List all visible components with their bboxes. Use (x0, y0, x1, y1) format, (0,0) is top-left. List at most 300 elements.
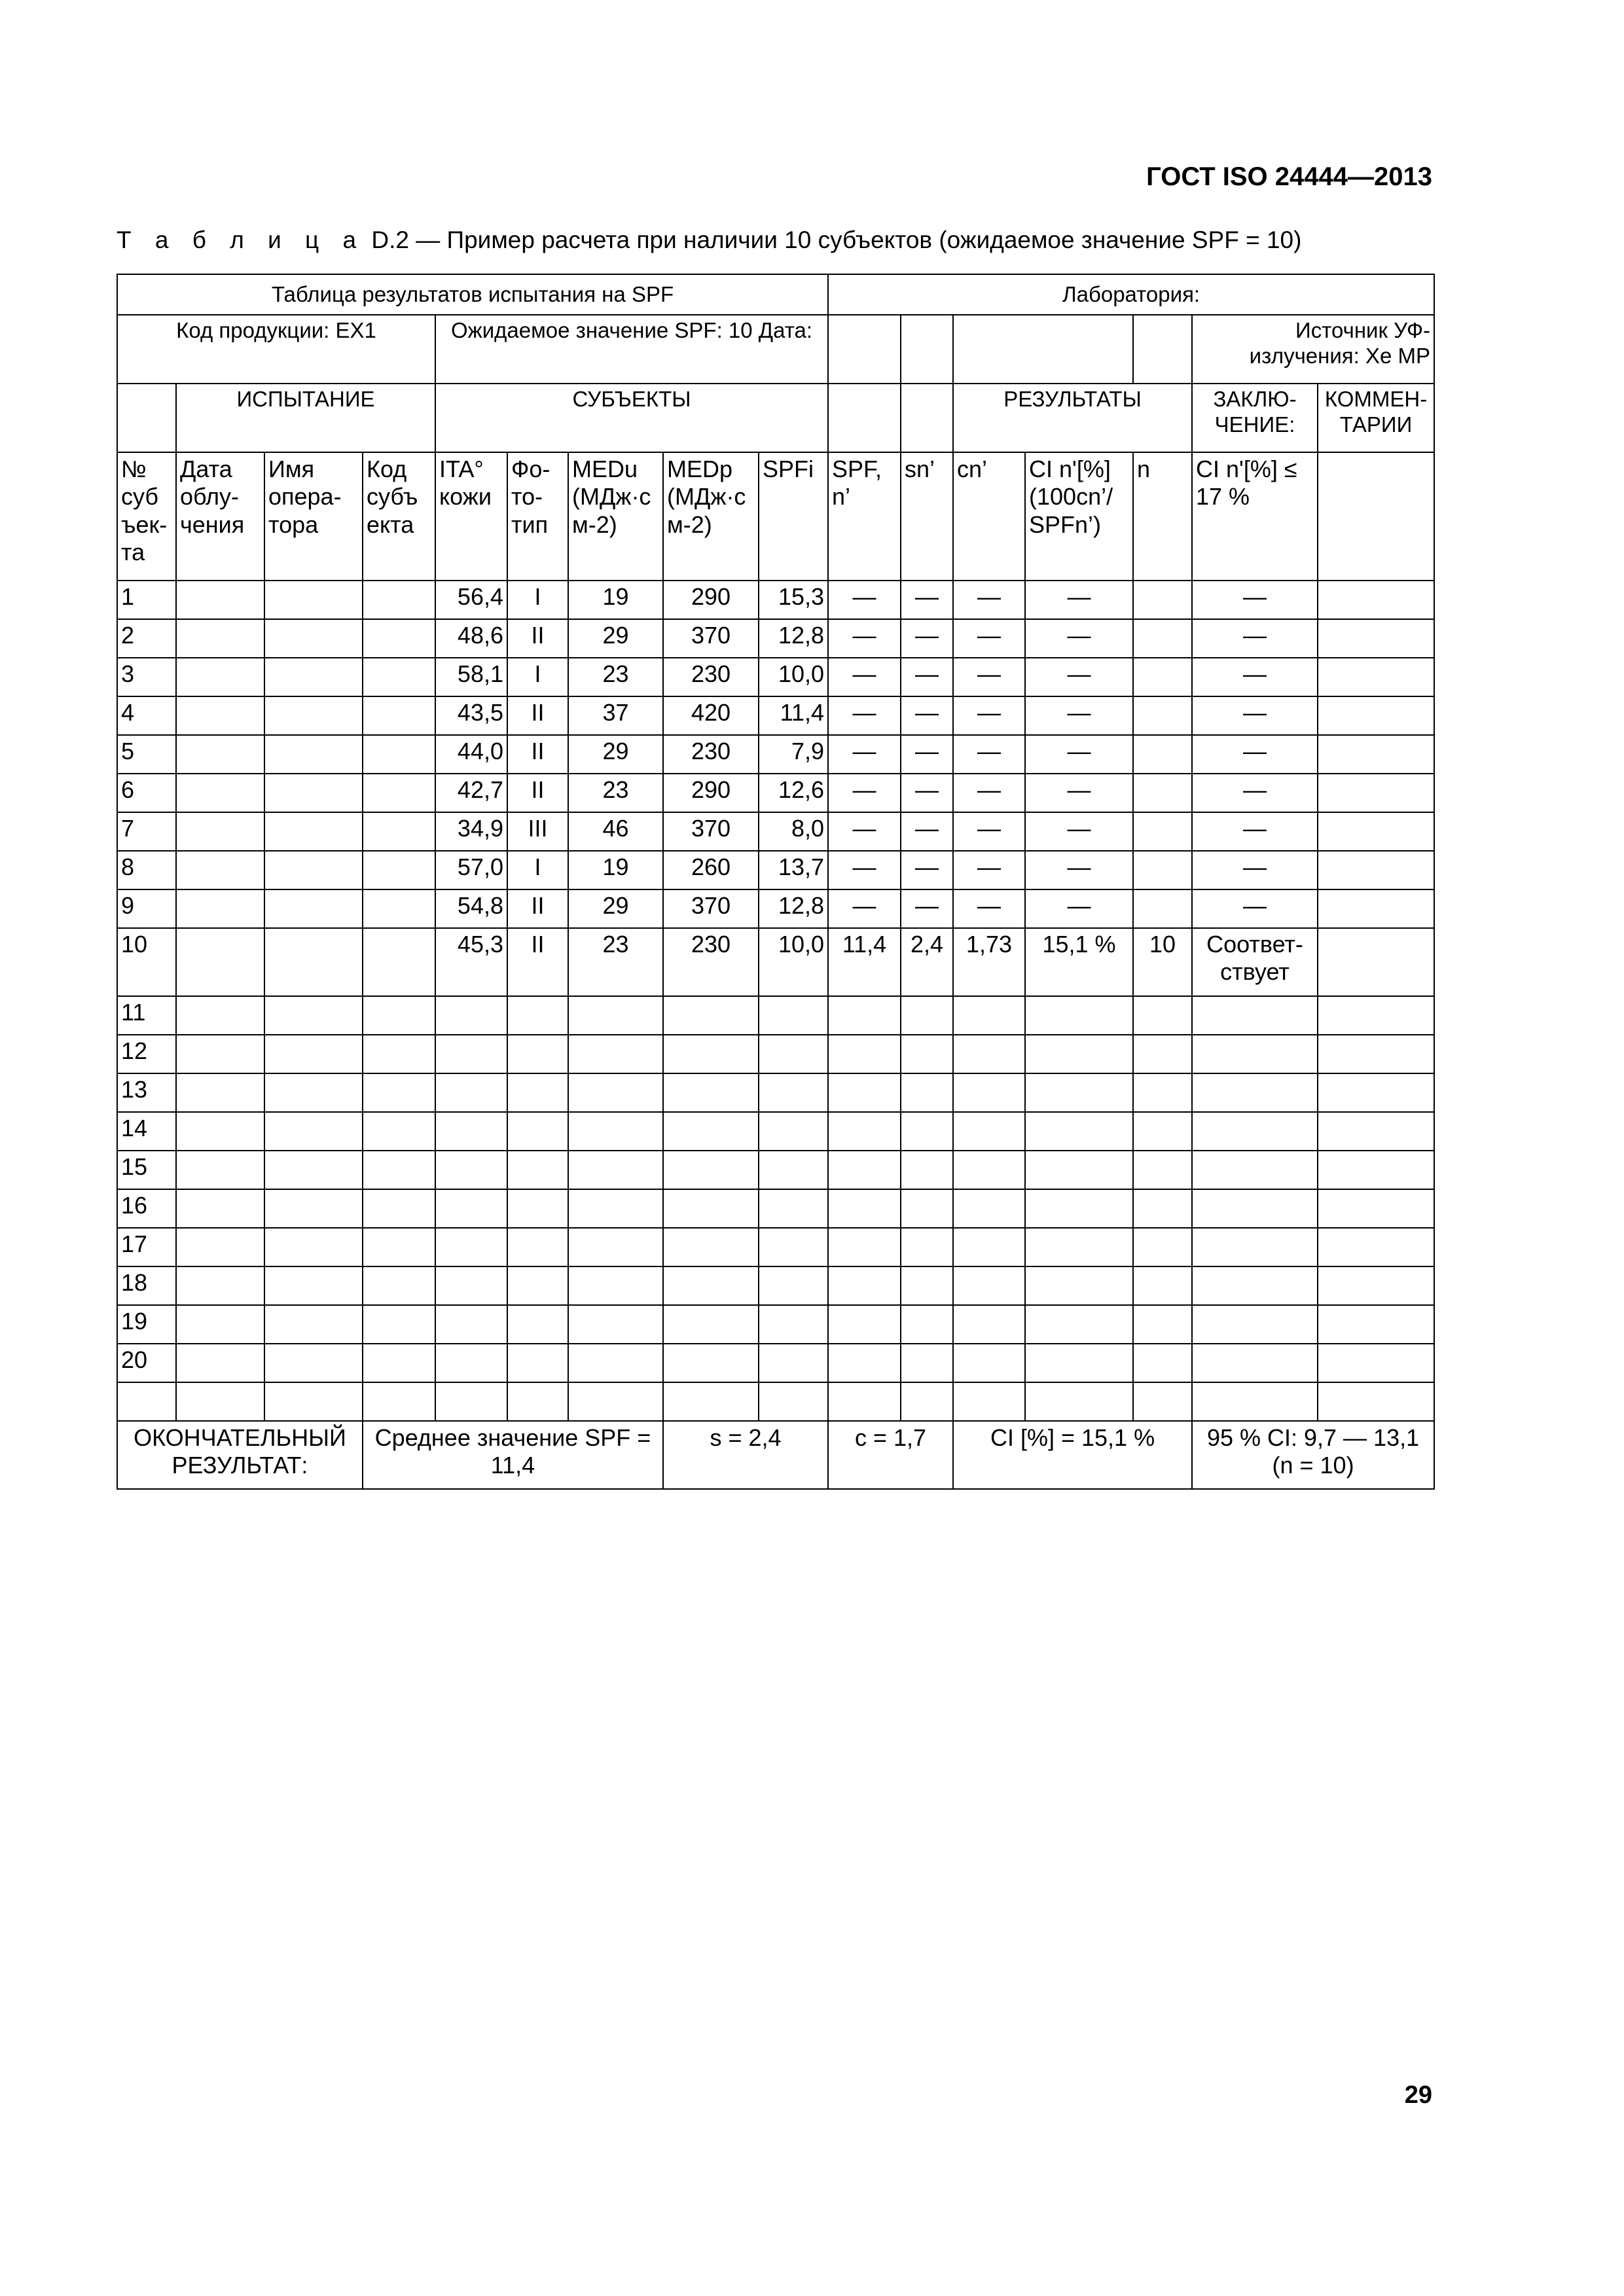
table-cell: — (828, 619, 901, 658)
table-cell (901, 1228, 953, 1266)
table-cell (828, 1344, 901, 1382)
table-cell (264, 619, 363, 658)
table-cell (953, 1035, 1025, 1073)
table-row (117, 1266, 1434, 1305)
table-cell: 15 (117, 1151, 176, 1189)
table-cell (828, 1035, 901, 1073)
table-cell (264, 581, 363, 619)
table-cell (507, 1344, 568, 1382)
spf-results-table (117, 274, 1435, 1490)
table-cell (176, 1189, 264, 1228)
table-cell (264, 1035, 363, 1073)
table-cell: — (953, 696, 1025, 735)
table-cell: 2,4 (901, 928, 953, 996)
table-cell: — (1025, 851, 1133, 889)
section-test: ИСПЫТАНИЕ (176, 384, 435, 452)
table-cell: 57,0 (435, 851, 507, 889)
table-cell (1025, 1228, 1133, 1266)
table-cell (176, 1112, 264, 1151)
table-cell (1192, 1305, 1318, 1344)
table-cell (759, 1112, 828, 1151)
table-cell (1025, 1073, 1133, 1112)
column-header: MEDp (МДж·с м-2) (663, 452, 759, 581)
table-cell (363, 996, 435, 1035)
table-cell: 56,4 (435, 581, 507, 619)
table-cell: — (901, 619, 953, 658)
table-cell: 9 (117, 889, 176, 928)
table-cell (363, 735, 435, 774)
table-cell (264, 889, 363, 928)
table-cell (1025, 1382, 1133, 1421)
table-row (117, 735, 1434, 774)
table-cell (568, 1344, 663, 1382)
table-cell (363, 581, 435, 619)
table-cell: II (507, 619, 568, 658)
table-cell: 370 (663, 619, 759, 658)
table-cell (1133, 1112, 1192, 1151)
table-cell (264, 1266, 363, 1305)
table-cell: — (901, 774, 953, 812)
table-cell (663, 1305, 759, 1344)
table-cell: II (507, 928, 568, 996)
table-cell (901, 1189, 953, 1228)
table-cell: 58,1 (435, 658, 507, 696)
table-cell: 12,6 (759, 774, 828, 812)
column-header: cn’ (953, 452, 1025, 581)
table-row (117, 581, 1434, 619)
table-cell: II (507, 889, 568, 928)
table-cell (1318, 1266, 1434, 1305)
caption-prefix: Т а б л и ц а (117, 226, 365, 253)
table-cell: — (901, 696, 953, 735)
table-cell: 8,0 (759, 812, 828, 851)
table-cell (1318, 812, 1434, 851)
table-cell (663, 1344, 759, 1382)
table-cell (435, 1112, 507, 1151)
table-cell: — (901, 581, 953, 619)
table-cell (1133, 1151, 1192, 1189)
column-header: ITA° кожи (435, 452, 507, 581)
table-cell: — (1025, 735, 1133, 774)
table-cell (1192, 1382, 1318, 1421)
table-cell (176, 1073, 264, 1112)
table-cell (176, 996, 264, 1035)
table-cell (1318, 1189, 1434, 1228)
column-header: sn’ (901, 452, 953, 581)
table-cell (363, 1228, 435, 1266)
table-cell (363, 774, 435, 812)
table-cell (1025, 1035, 1133, 1073)
table-cell (759, 1151, 828, 1189)
table-cell: — (1192, 581, 1318, 619)
table-cell: 420 (663, 696, 759, 735)
table-cell (507, 1189, 568, 1228)
table-cell (264, 1112, 363, 1151)
column-header: MEDu (МДж·с м-2) (568, 452, 663, 581)
table-cell (435, 1228, 507, 1266)
table-cell: 17 (117, 1228, 176, 1266)
table-cell: — (1025, 812, 1133, 851)
table-cell: 7 (117, 812, 176, 851)
table-cell: — (1192, 619, 1318, 658)
empty-cell (953, 315, 1133, 384)
table-cell (828, 1382, 901, 1421)
table-cell: 48,6 (435, 619, 507, 658)
table-cell (264, 1344, 363, 1382)
table-cell (176, 812, 264, 851)
table-cell (1133, 1189, 1192, 1228)
table-caption (117, 226, 1301, 254)
table-cell (568, 1228, 663, 1266)
table-cell (507, 1151, 568, 1189)
table-cell (1133, 696, 1192, 735)
table-cell: 44,0 (435, 735, 507, 774)
table-cell (1318, 928, 1434, 996)
table-cell (1318, 735, 1434, 774)
table-cell (363, 1266, 435, 1305)
table-cell (264, 851, 363, 889)
table-cell: — (901, 889, 953, 928)
table-cell: I (507, 658, 568, 696)
page-number: 29 (1404, 2081, 1432, 2109)
table-cell (568, 1151, 663, 1189)
table-cell (901, 1035, 953, 1073)
table-cell (1318, 696, 1434, 735)
table-cell: 19 (568, 851, 663, 889)
table-cell (1133, 889, 1192, 928)
table-cell: 230 (663, 735, 759, 774)
table-cell (1133, 851, 1192, 889)
table-cell (435, 996, 507, 1035)
table-cell (1318, 658, 1434, 696)
section-conclusion: ЗАКЛЮ-ЧЕНИЕ: (1192, 384, 1318, 452)
table-cell (828, 1112, 901, 1151)
table-cell (1192, 1151, 1318, 1189)
table-cell: — (828, 735, 901, 774)
table-cell: — (1192, 812, 1318, 851)
table-cell: — (953, 581, 1025, 619)
table-cell: 290 (663, 581, 759, 619)
table-cell: 19 (117, 1305, 176, 1344)
table-cell (176, 1151, 264, 1189)
table-cell (1133, 1305, 1192, 1344)
table-cell (759, 1266, 828, 1305)
table-cell (507, 1073, 568, 1112)
table-cell: II (507, 735, 568, 774)
table-cell (953, 1382, 1025, 1421)
table-cell: 14 (117, 1112, 176, 1151)
table-cell (1318, 996, 1434, 1035)
table-row (117, 1189, 1434, 1228)
table-row (117, 774, 1434, 812)
table-cell: 42,7 (435, 774, 507, 812)
table-cell (828, 1189, 901, 1228)
table-cell (507, 1035, 568, 1073)
table-cell: — (828, 889, 901, 928)
empty-cell (828, 315, 901, 384)
table-cell (568, 1266, 663, 1305)
table-cell (663, 1073, 759, 1112)
table-row (117, 696, 1434, 735)
table-cell: III (507, 812, 568, 851)
table-cell (1133, 658, 1192, 696)
table-cell (953, 996, 1025, 1035)
table-row (117, 1073, 1434, 1112)
table-cell (1318, 619, 1434, 658)
table-cell (759, 1305, 828, 1344)
final-ci95: 95 % CI: 9,7 — 13,1 (n = 10) (1192, 1421, 1434, 1489)
table-cell (435, 1382, 507, 1421)
table-cell (663, 1035, 759, 1073)
table-cell (176, 1266, 264, 1305)
table-cell (176, 1382, 264, 1421)
table-cell (953, 1305, 1025, 1344)
table-cell (1318, 1344, 1434, 1382)
table-cell (1192, 1035, 1318, 1073)
table-cell (1133, 774, 1192, 812)
table-cell: 45,3 (435, 928, 507, 996)
column-header: Код субъ екта (363, 452, 435, 581)
table-cell: 54,8 (435, 889, 507, 928)
table-cell (507, 1112, 568, 1151)
uv-source: Источник УФ-излучения: Xe MP (1192, 315, 1434, 384)
table-cell (363, 1344, 435, 1382)
table-cell: 1 (117, 581, 176, 619)
table-cell (363, 1112, 435, 1151)
table-cell (176, 581, 264, 619)
table-cell (176, 735, 264, 774)
table-cell: — (901, 735, 953, 774)
table-cell (264, 1382, 363, 1421)
table-cell (759, 1344, 828, 1382)
table-cell: 23 (568, 658, 663, 696)
table-cell (1133, 1344, 1192, 1382)
table-cell (264, 658, 363, 696)
table-cell (1025, 1344, 1133, 1382)
table-cell: 11,4 (759, 696, 828, 735)
table-cell: — (1192, 735, 1318, 774)
table-cell: — (953, 619, 1025, 658)
final-mean-spf: Среднее значение SPF = 11,4 (363, 1421, 663, 1489)
table-cell: 29 (568, 735, 663, 774)
table-cell (264, 1151, 363, 1189)
table-cell (1318, 1112, 1434, 1151)
table-cell (759, 996, 828, 1035)
table-row (117, 812, 1434, 851)
table-cell (568, 1189, 663, 1228)
table-cell (828, 1266, 901, 1305)
table-row (117, 1344, 1434, 1382)
expected-spf: Ожидаемое значение SPF: 10 Дата: (435, 315, 828, 384)
table-row (117, 928, 1434, 996)
table-cell: 12,8 (759, 619, 828, 658)
column-header: Имя опера-тора (264, 452, 363, 581)
table-cell (363, 928, 435, 996)
table-cell (435, 1189, 507, 1228)
table-cell: 12 (117, 1035, 176, 1073)
table-cell (828, 1151, 901, 1189)
table-cell (1133, 1228, 1192, 1266)
table-cell (264, 1189, 363, 1228)
final-c: c = 1,7 (828, 1421, 953, 1489)
table-cell (1133, 812, 1192, 851)
table-cell: 8 (117, 851, 176, 889)
table-cell: — (1192, 696, 1318, 735)
table-cell: II (507, 774, 568, 812)
table-cell (901, 1151, 953, 1189)
table-cell: I (507, 581, 568, 619)
table-cell: — (953, 658, 1025, 696)
table-cell: 23 (568, 928, 663, 996)
table-cell (363, 1073, 435, 1112)
table-cell: 2 (117, 619, 176, 658)
table-cell (1025, 1151, 1133, 1189)
table-cell (1133, 1382, 1192, 1421)
table-cell: 4 (117, 696, 176, 735)
table-cell (901, 1305, 953, 1344)
table-cell (363, 696, 435, 735)
table-cell (176, 774, 264, 812)
table-cell (759, 1228, 828, 1266)
table-cell (953, 1228, 1025, 1266)
table-cell (176, 1035, 264, 1073)
empty-cell (1133, 315, 1192, 384)
table-cell: 7,9 (759, 735, 828, 774)
table-cell (363, 1382, 435, 1421)
table-cell: 15,3 (759, 581, 828, 619)
section-subjects: СУБЪЕКТЫ (435, 384, 828, 452)
table-cell (1318, 1151, 1434, 1189)
table-cell (363, 851, 435, 889)
table-cell (363, 812, 435, 851)
table-cell (953, 1344, 1025, 1382)
table-title: Таблица результатов испытания на SPF (117, 274, 828, 315)
table-cell (176, 928, 264, 996)
table-cell (568, 996, 663, 1035)
table-cell (435, 1035, 507, 1073)
table-cell (363, 658, 435, 696)
table-cell (264, 812, 363, 851)
table-cell (759, 1035, 828, 1073)
table-cell (507, 1382, 568, 1421)
table-cell (1318, 889, 1434, 928)
table-cell: 15,1 % (1025, 928, 1133, 996)
table-cell (1318, 774, 1434, 812)
column-header: CI n'[%] ≤ 17 % (1192, 452, 1318, 581)
table-cell (1192, 996, 1318, 1035)
empty-cell (117, 384, 176, 452)
column-header: SPF, n’ (828, 452, 901, 581)
column-header: № суб ъек-та (117, 452, 176, 581)
table-cell: II (507, 696, 568, 735)
table-cell (176, 1344, 264, 1382)
table-cell (363, 889, 435, 928)
table-cell: — (1025, 581, 1133, 619)
table-row (117, 1382, 1434, 1421)
table-cell: 370 (663, 889, 759, 928)
table-cell: 230 (663, 658, 759, 696)
table-cell (663, 1382, 759, 1421)
table-cell (363, 619, 435, 658)
table-cell (176, 658, 264, 696)
final-s: s = 2,4 (663, 1421, 828, 1489)
table-cell (363, 1189, 435, 1228)
table-cell (264, 774, 363, 812)
table-cell: — (1025, 619, 1133, 658)
column-header: n (1133, 452, 1192, 581)
table-cell (568, 1035, 663, 1073)
table-cell: 43,5 (435, 696, 507, 735)
table-row (117, 1151, 1434, 1189)
table-cell: 29 (568, 889, 663, 928)
table-cell: 10 (1133, 928, 1192, 996)
table-cell (1318, 581, 1434, 619)
column-header: CI n'[%] (100cn’/ SPFn’) (1025, 452, 1133, 581)
table-cell (901, 1112, 953, 1151)
table-cell: 6 (117, 774, 176, 812)
table-cell (435, 1073, 507, 1112)
table-cell (953, 1266, 1025, 1305)
table-cell: — (1192, 851, 1318, 889)
standard-code: ГОСТ ISO 24444—2013 (1146, 162, 1432, 191)
table-row (117, 658, 1434, 696)
table-row (117, 1305, 1434, 1344)
table-cell: 11 (117, 996, 176, 1035)
table-cell (1318, 1228, 1434, 1266)
laboratory-label: Лаборатория: (828, 274, 1434, 315)
table-cell (176, 851, 264, 889)
table-cell (1133, 1266, 1192, 1305)
table-cell (953, 1112, 1025, 1151)
table-cell (663, 996, 759, 1035)
table-cell (1192, 1112, 1318, 1151)
table-cell (1133, 1073, 1192, 1112)
empty-cell (901, 384, 953, 452)
table-cell (1133, 996, 1192, 1035)
table-cell (264, 1228, 363, 1266)
table-cell: 12,8 (759, 889, 828, 928)
table-cell (176, 696, 264, 735)
table-cell (901, 1266, 953, 1305)
table-cell: — (953, 889, 1025, 928)
table-row (117, 851, 1434, 889)
table-cell: 23 (568, 774, 663, 812)
table-cell: — (953, 774, 1025, 812)
table-cell (1025, 996, 1133, 1035)
table-row (117, 996, 1434, 1035)
column-header: SPFi (759, 452, 828, 581)
table-cell (759, 1189, 828, 1228)
table-cell (1133, 735, 1192, 774)
table-cell (507, 1305, 568, 1344)
table-cell (363, 1305, 435, 1344)
table-cell (1192, 1073, 1318, 1112)
table-cell: 13,7 (759, 851, 828, 889)
final-ci: CI [%] = 15,1 % (953, 1421, 1192, 1489)
table-cell (568, 1305, 663, 1344)
table-cell (176, 1228, 264, 1266)
table-cell (507, 996, 568, 1035)
table-cell: — (1192, 889, 1318, 928)
table-cell (568, 1382, 663, 1421)
caption-text: D.2 — Пример расчета при наличии 10 субъектов (ожидаемое значение SPF = 10) (371, 226, 1302, 253)
table-cell (568, 1073, 663, 1112)
table-cell: — (1192, 774, 1318, 812)
table-cell (264, 928, 363, 996)
column-header: Фо-то-тип (507, 452, 568, 581)
table-cell: 230 (663, 928, 759, 996)
table-cell (663, 1228, 759, 1266)
